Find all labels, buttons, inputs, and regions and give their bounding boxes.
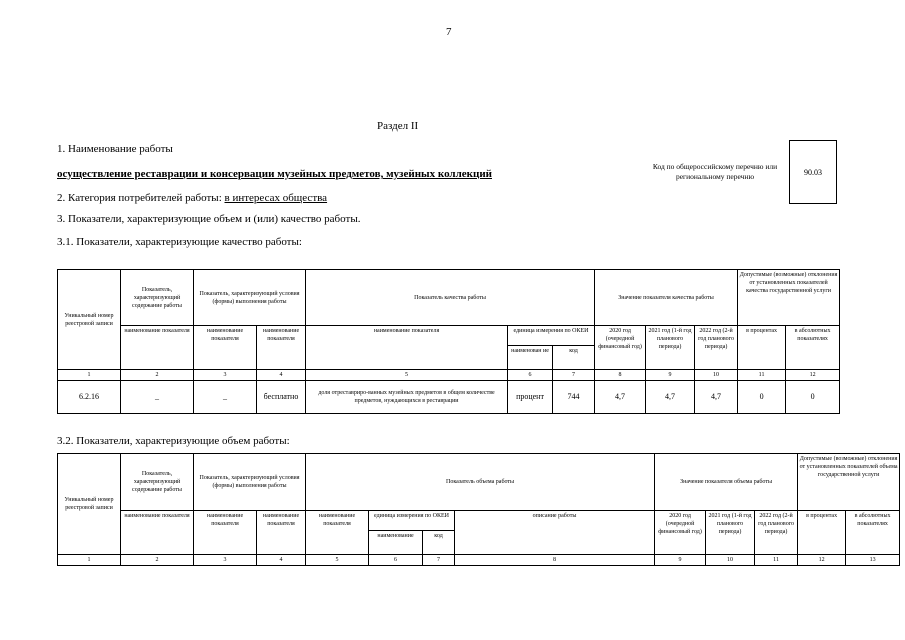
col-absolute: в абсолютных показателях (846, 511, 900, 555)
col-year-2022: 2022 год (2-й год планового периода) (695, 326, 738, 370)
col-name-indicator: наименование показателя (194, 511, 257, 555)
col-number: 6 (508, 370, 553, 381)
col-number: 2 (121, 555, 194, 566)
col-number: 9 (655, 555, 706, 566)
cell-deviation-absolute: 0 (786, 381, 840, 414)
col-number: 7 (423, 555, 455, 566)
col-number: 10 (706, 555, 755, 566)
col-conditions: Показатель, характеризующий условия (формы) выполнения работы (194, 454, 306, 511)
col-number: 9 (646, 370, 695, 381)
col-content: Показатель, характеризующий содержание работы (121, 454, 194, 511)
volume-heading: 3.2. Показатели, характеризующие объем работы: (57, 435, 290, 447)
consumer-category-value: в интересах общества (224, 192, 328, 204)
col-absolute: в абсолютных показателях (786, 326, 840, 370)
consumer-category (57, 192, 327, 204)
col-volume-indicator: Показатель объема работы (306, 454, 655, 511)
col-number: 13 (846, 555, 900, 566)
col-name-indicator: наименование показателя (306, 326, 508, 370)
col-number: 10 (695, 370, 738, 381)
col-number: 8 (455, 555, 655, 566)
cell-condition-form: бесплатно (257, 381, 306, 414)
cell-value-2021: 4,7 (646, 381, 695, 414)
col-unit-code: код (553, 346, 595, 370)
col-name-indicator: наименование показателя (194, 326, 257, 370)
cell-deviation-percent: 0 (738, 381, 786, 414)
col-year-2021: 2021 год (1-й год планового периода) (706, 511, 755, 555)
col-number: 5 (306, 555, 369, 566)
volume-table (57, 453, 900, 566)
table-row (58, 381, 840, 414)
col-number: 11 (738, 370, 786, 381)
col-number: 1 (58, 370, 121, 381)
consumer-category-label: 2. Категория потребителей работы: (57, 192, 225, 204)
col-number: 3 (194, 370, 257, 381)
col-year-2020: 2020 год (очередной финансовый год) (595, 326, 646, 370)
col-name-indicator: наименование показателя (306, 511, 369, 555)
col-number: 3 (194, 555, 257, 566)
col-unit: единица измерения по ОКЕИ (369, 511, 455, 531)
col-number: 2 (121, 370, 194, 381)
col-name-indicator: наименование показателя (257, 511, 306, 555)
work-name-value: осуществление реставрации и консервации музейных предметов, музейных коллекций (57, 168, 492, 180)
cell-condition: _ (194, 381, 257, 414)
col-unique-number: Уникальный номер реестровой записи (58, 270, 121, 370)
col-name-indicator: наименование показателя (121, 511, 194, 555)
col-description: описание работы (455, 511, 655, 555)
col-year-2020: 2020 год (очередной финансовый год) (655, 511, 706, 555)
col-number: 8 (595, 370, 646, 381)
work-name-heading: 1. Наименование работы (57, 143, 173, 155)
col-number: 6 (369, 555, 423, 566)
cell-value-2022: 4,7 (695, 381, 738, 414)
quality-heading: 3.1. Показатели, характеризующие качество работы: (57, 236, 302, 248)
indicators-heading: 3. Показатели, характеризующие объем и (или) качество работы. (57, 213, 361, 225)
col-number: 1 (58, 555, 121, 566)
col-number: 5 (306, 370, 508, 381)
col-deviation: Допустимые (возможные) отклонения от установленных показателей объема государственной услуги (798, 454, 900, 511)
col-year-2021: 2021 год (1-й год планового периода) (646, 326, 695, 370)
page-number: 7 (446, 26, 452, 38)
col-values: Значение показателя качества работы (595, 270, 738, 326)
section-title: Раздел II (377, 120, 419, 132)
col-number: 7 (553, 370, 595, 381)
col-number: 11 (755, 555, 798, 566)
quality-table (57, 269, 840, 414)
col-number: 12 (786, 370, 840, 381)
col-unit-name: наименован ие (508, 346, 553, 370)
col-unit: единица измерения по ОКЕИ (508, 326, 595, 346)
col-number: 12 (798, 555, 846, 566)
cell-unique-number: 6.2.16 (58, 381, 121, 414)
col-deviation: Допустимые (возможные) отклонения от установленных показателей качества государственной услуги (738, 270, 840, 326)
col-number: 4 (257, 370, 306, 381)
cell-unit-name: процент (508, 381, 553, 414)
col-unique-number: Уникальный номер реестровой записи (58, 454, 121, 555)
col-values: Значение показателя объема работы (655, 454, 798, 511)
cell-unit-code: 744 (553, 381, 595, 414)
cell-content: _ (121, 381, 194, 414)
col-name-indicator: наименование показателя (257, 326, 306, 370)
cell-value-2020: 4,7 (595, 381, 646, 414)
col-percent: в процентах (798, 511, 846, 555)
col-year-2022: 2022 год (2-й год планового периода) (755, 511, 798, 555)
col-percent: в процентах (738, 326, 786, 370)
col-unit-code: код (423, 531, 455, 555)
col-conditions: Показатель, характеризующий условия (формы) выполнения работы (194, 270, 306, 326)
cell-indicator-name: доля отреставриро-ванных музейных предметов в общем количестве предметов, нуждающихся в реставрации (306, 381, 508, 414)
col-name-indicator: наименование показателя (121, 326, 194, 370)
col-number: 4 (257, 555, 306, 566)
okved-code: 90.03 (789, 140, 837, 204)
col-content: Показатель, характеризующий содержание работы (121, 270, 194, 326)
okved-label: Код по общероссийскому перечню или региональному перечню (652, 162, 778, 181)
col-unit-name: наименование (369, 531, 423, 555)
col-quality-indicator: Показатель качества работы (306, 270, 595, 326)
